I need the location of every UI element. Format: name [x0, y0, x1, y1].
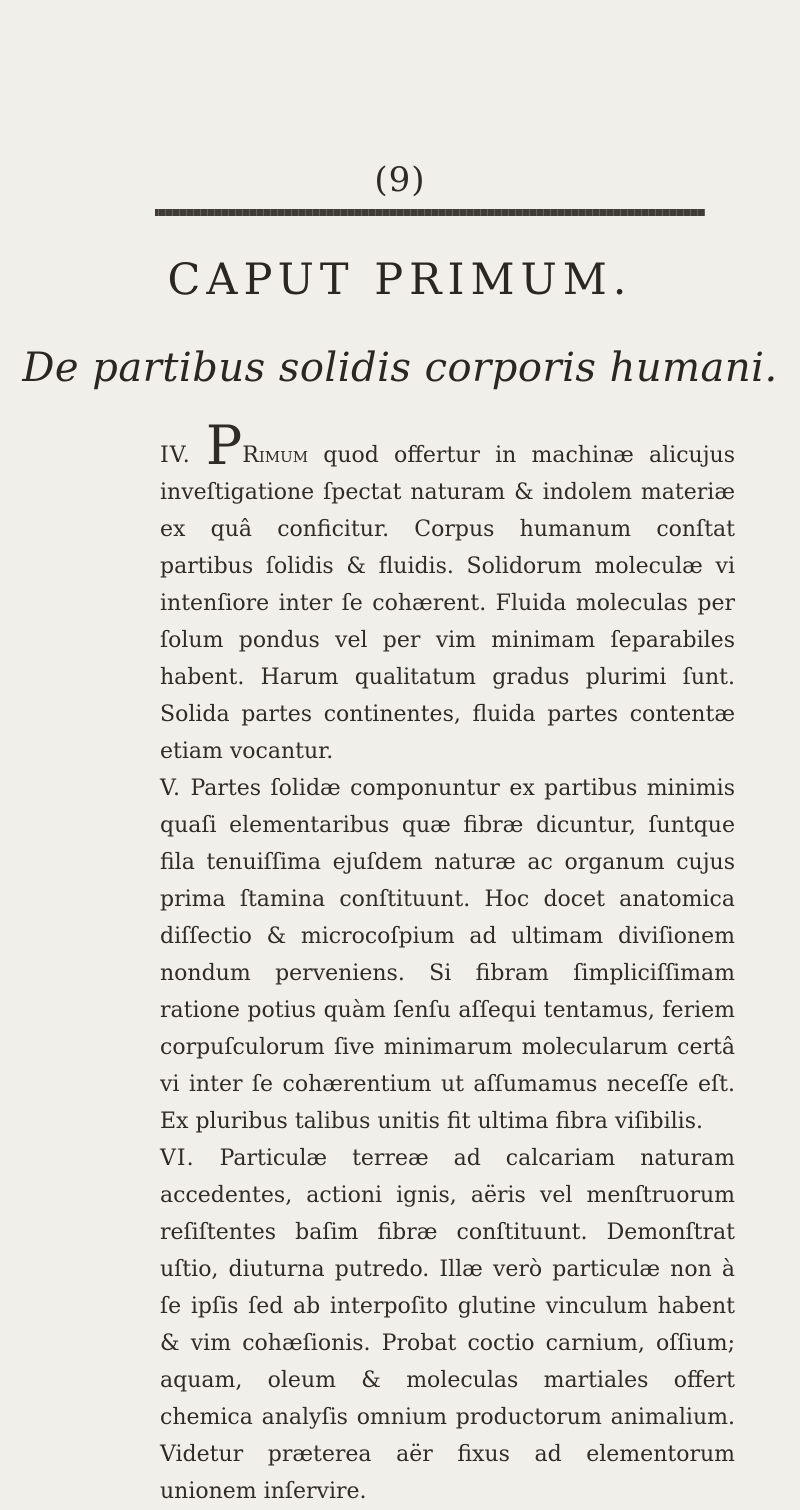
- paragraph-text: Particulæ terreæ ad calcariam naturam accedentes, actioni ignis, aëris vel menſtruorum reſiſtentes baſim fibræ conſtituunt. Demonſtrat uſtio, diuturna putredo. Illæ verò particulæ non à ſe ipſis ſed ab interpoſito glutine vinculum habent & vim cohæſionis. Probat coctio carnium, oſſium; aquam, oleum & moleculas martiales offert chemica analyſis omnium productorum animalium. Videtur præterea aër fixus ad elementorum unionem inſervire.: [160, 1146, 735, 1504]
- paragraph-vi: [160, 1140, 735, 1510]
- chapter-subtitle: De partibus solidis corporis humani.: [22, 345, 778, 391]
- paragraph-text: Partes ſolidæ componuntur ex partibus minimis quaſi elementaribus quæ fibræ dicuntur, ſuntque fila tenuiſſima ejuſdem naturæ ac organum cujus prima ſtamina conſtituunt. Hoc docet anatomica diſſectio & microcoſpium ad ultimam diviſionem nondum perveniens. Si fibram ſimpliciſſimam ratione potius quàm ſenſu aſſequi tentamus, feriem corpuſculorum ſive minimarum molecularum certâ vi inter ſe cohærentium ut aſſumamus neceſſe eſt. Ex pluribus talibus unitis fit ultima fibra viſibilis.: [160, 776, 735, 1134]
- lead-word: Rimum: [242, 443, 309, 468]
- page-number: (9): [374, 160, 426, 200]
- paragraph-iv: [160, 414, 735, 770]
- drop-initial: P: [205, 414, 243, 477]
- paragraph-text: quod offertur in machinæ alicujus inveſtigatione ſpectat naturam & indolem materiæ ex quâ conficitur. Corpus humanum conſtat partibus ſolidis & fluidis. Solidorum moleculæ vi intenſiore inter ſe cohærent. Fluida moleculas per ſolum pondus vel per vim minimam ſeparabiles habent. Harum qualitatum gradus plurimi ſunt. Solida partes continentes, fluida partes contentæ etiam vocantur.: [160, 443, 735, 764]
- body-text: [160, 414, 735, 1510]
- ornamental-rule: [155, 209, 705, 216]
- paragraph-number: VI.: [160, 1146, 195, 1171]
- paragraph-v: [160, 770, 735, 1140]
- paragraph-number: IV.: [160, 443, 191, 468]
- paragraph-number: V.: [160, 776, 182, 801]
- chapter-title: CAPUT PRIMUM.: [167, 255, 633, 305]
